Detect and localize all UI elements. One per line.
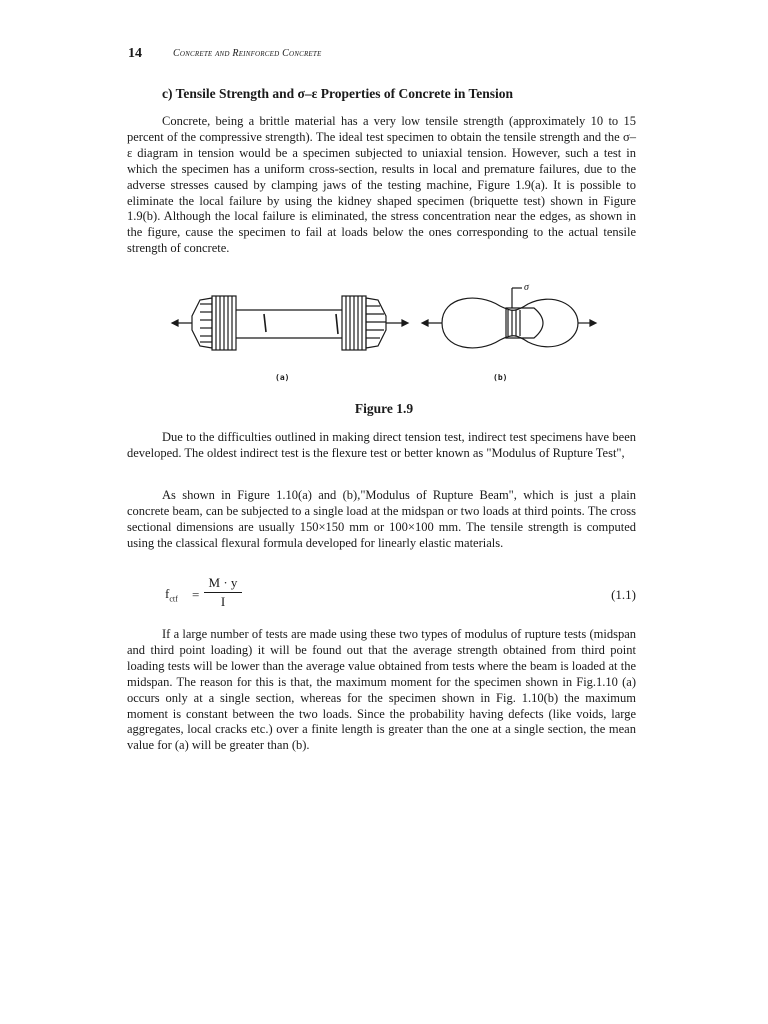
equation-numerator: M · y <box>208 575 238 590</box>
specimen-b-drawing <box>422 288 596 348</box>
page-header <box>128 46 648 66</box>
section-title: c) Tensile Strength and σ–ε Properties of Concrete in Tension <box>162 86 514 101</box>
specimen-a-drawing <box>172 296 408 350</box>
equation-number: (1.1) <box>611 587 636 602</box>
paragraph-test-comparison: If a large number of tests are made using these two types of modulus of rupture tests (midspan and third point loading) it will be found out that the average strength obtained from third point loading tests will be lower than the average value obtained from tests where the beam is loaded at the midspan. The reason for this is that, the maximum moment for the specimen shown in Fig.1.10 (a) occurs only at a single section, whereas for the specimen shown in Fig. 1.10(b) the maximum moment is constant between the two loads. Since the probability having defects (like voids, large aggregates, local cracks etc.) over a finite length is greater than the one at a single section, the mean value for (a) will be greater than (b). <box>127 627 636 753</box>
equation-1-1 <box>162 575 642 615</box>
equation-lhs: $f_{ctf}$ <box>165 586 178 604</box>
figure-sublabel-b: (b) <box>493 373 508 382</box>
page-number: 14 <box>128 46 142 61</box>
figure-sublabel-a: (a) <box>275 373 290 382</box>
figure-1-9-diagram <box>160 282 600 382</box>
paragraph-modulus-of-rupture: As shown in Figure 1.10(a) and (b),"Modulus of Rupture Beam", which is just a plain concrete beam, can be subjected to a single load at the midspan or two loads at third points. The cross sectional dimensions are usually 150×150 mm or 100×100 mm. The tensile strength is computed using the classical flexural formula developed for linearly elastic materials. <box>127 488 636 550</box>
stress-symbol: σ <box>524 282 529 293</box>
figure-caption: Figure 1.9 <box>354 401 414 416</box>
paragraph-tensile-intro: Concrete, being a brittle material has a very low tensile strength (approximately 10 to 15 percent of the compressive strength). The ideal test specimen to obtain the tensile strength and the σ–ε diagram in tension would be a specimen subjected to uniaxial tension. However, such a test in which the specimen has a uniform cross-section, results in local and premature failures, due to the adverse stresses caused by clamping jaws of the testing machine, Figure 1.9(a). It is possible to eliminate the local failure by using the kidney shaped specimen (briquette test) shown in Figure 1.9(b). Although the local failure is eliminated, the stress concentration near the edges, as shown in the figure, cause the specimen to fail at loads below the ones corresponding to the actual tensile strength of concrete. <box>127 114 636 256</box>
equation-denominator: I <box>220 594 226 609</box>
paragraph-indirect-tests: Due to the difficulties outlined in making direct tension test, indirect test specimens have been developed. The oldest indirect test is the flexure test or better known as "Modulus of Rupture Test", <box>127 430 636 460</box>
running-title: Concrete and Reinforced Concrete <box>173 48 322 59</box>
equation-fraction <box>204 575 242 610</box>
equation-equals: = <box>192 587 200 602</box>
